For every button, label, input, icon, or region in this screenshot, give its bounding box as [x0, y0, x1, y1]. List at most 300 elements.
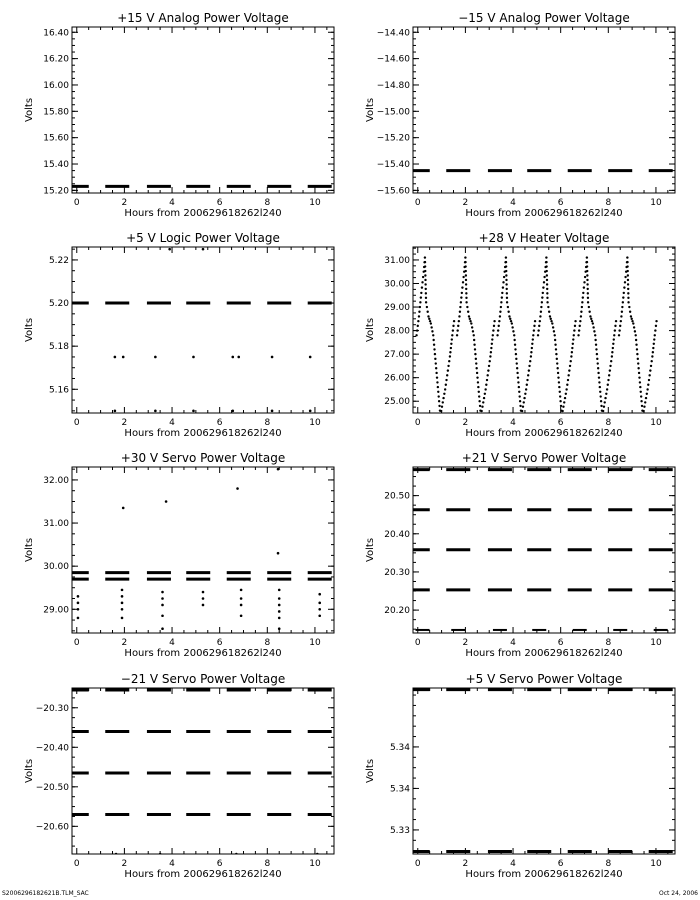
y-tick-label: −15.20	[376, 133, 410, 144]
data-point	[202, 248, 205, 251]
data-point	[531, 343, 533, 345]
data-point	[642, 414, 644, 416]
data-point	[531, 347, 533, 349]
data-point	[582, 292, 584, 294]
x-tick-label: 4	[169, 638, 175, 648]
data-point	[627, 274, 629, 276]
data-point	[458, 320, 460, 322]
data-point	[516, 367, 518, 369]
x-axis-label: Hours from 200629618262l240	[465, 869, 623, 880]
data-point	[528, 369, 530, 371]
data-point	[516, 372, 518, 374]
data-point	[452, 325, 454, 327]
data-point	[614, 325, 616, 327]
plot-marks	[65, 248, 332, 412]
data-point	[587, 297, 589, 299]
y-tick-label: 15.20	[43, 186, 69, 197]
chart-panel	[24, 672, 334, 880]
data-point	[581, 306, 583, 308]
data-point	[538, 325, 540, 327]
data-point	[648, 374, 650, 376]
x-tick-label: 2	[462, 418, 469, 428]
data-point	[505, 274, 507, 276]
data-point	[477, 381, 479, 383]
data-point	[533, 329, 535, 331]
data-point	[500, 301, 502, 303]
data-point	[235, 853, 238, 856]
data-point	[523, 401, 525, 403]
data-point	[114, 356, 117, 359]
plot-frame	[413, 27, 675, 193]
y-axis-label: Volts	[24, 97, 35, 123]
data-point	[558, 386, 560, 388]
y-tick-label: 25.00	[384, 397, 410, 408]
data-point	[565, 388, 567, 390]
data-point	[619, 325, 621, 327]
footer-date: Oct 24, 2006	[659, 890, 698, 897]
data-point	[609, 369, 611, 371]
data-point	[278, 604, 281, 607]
data-point	[654, 334, 656, 336]
data-point	[546, 283, 548, 285]
data-point	[511, 326, 513, 328]
data-point	[630, 315, 632, 317]
data-point	[602, 410, 604, 412]
data-point	[478, 400, 480, 402]
data-point	[653, 338, 655, 340]
data-point	[488, 365, 490, 367]
data-point	[513, 334, 515, 336]
data-point	[627, 270, 629, 272]
plot-frame	[413, 688, 675, 854]
data-point	[584, 276, 586, 278]
data-point	[542, 292, 544, 294]
data-point	[465, 292, 467, 294]
data-point	[449, 355, 451, 357]
data-point	[438, 400, 440, 402]
data-point	[505, 256, 507, 258]
x-tick-label: 8	[605, 418, 612, 428]
y-axis-label: Volts	[365, 317, 376, 343]
data-point	[231, 410, 234, 413]
data-point	[497, 329, 499, 331]
data-point	[627, 288, 629, 290]
data-point	[240, 604, 243, 607]
data-point	[571, 347, 573, 349]
data-point	[424, 283, 426, 285]
data-point	[417, 320, 419, 322]
data-point	[561, 410, 563, 412]
x-tick-label: 6	[216, 418, 223, 428]
data-point	[433, 344, 435, 346]
data-point	[522, 406, 524, 408]
data-point	[476, 376, 478, 378]
plot-marks	[65, 690, 332, 855]
data-point	[655, 325, 657, 327]
data-point	[502, 281, 504, 283]
data-point	[450, 343, 452, 345]
data-point	[459, 306, 461, 308]
y-tick-label: 29.00	[384, 303, 410, 314]
data-point	[632, 322, 634, 324]
data-point	[554, 344, 556, 346]
y-tick-label: 5.22	[48, 255, 69, 266]
y-tick-label: 15.80	[43, 107, 69, 118]
data-point	[435, 362, 437, 364]
data-point	[545, 256, 547, 258]
x-axis-label: Hours from 200629618262l240	[465, 208, 623, 219]
data-point	[554, 334, 556, 336]
data-point	[556, 358, 558, 360]
chart-panel	[365, 672, 675, 880]
data-point	[609, 365, 611, 367]
data-point	[478, 391, 480, 393]
data-point	[648, 379, 650, 381]
data-point	[589, 315, 591, 317]
y-axis-label: Volts	[365, 537, 376, 563]
chart-title: +30 V Servo Power Voltage	[120, 451, 286, 465]
data-point	[596, 353, 598, 355]
data-point	[599, 386, 601, 388]
data-point	[443, 393, 445, 395]
data-point	[551, 322, 553, 324]
data-point	[77, 608, 80, 611]
data-point	[546, 301, 548, 303]
x-tick-label: 4	[510, 198, 516, 208]
data-point	[426, 311, 428, 313]
data-point	[528, 365, 530, 367]
data-point	[553, 330, 555, 332]
data-point	[445, 384, 447, 386]
data-point	[430, 326, 432, 328]
data-point	[438, 405, 440, 407]
data-point	[550, 320, 552, 322]
data-point	[469, 318, 471, 320]
data-point	[278, 627, 281, 630]
data-point	[587, 301, 589, 303]
data-point	[489, 360, 491, 362]
data-point	[559, 400, 561, 402]
data-point	[622, 301, 624, 303]
data-point	[572, 338, 574, 340]
data-point	[202, 597, 205, 600]
x-tick-label: 4	[169, 418, 175, 428]
data-point	[572, 343, 574, 345]
data-point	[507, 306, 509, 308]
data-point	[564, 397, 566, 399]
chart-panel	[24, 11, 334, 219]
data-point	[427, 315, 429, 317]
x-tick-label: 8	[605, 198, 612, 208]
data-point	[623, 286, 625, 288]
data-point	[610, 360, 612, 362]
data-point	[458, 315, 460, 317]
plot-frame	[72, 27, 334, 193]
data-point	[489, 355, 491, 357]
chart-title: +28 V Heater Voltage	[478, 231, 610, 245]
data-point	[655, 320, 657, 322]
chart-title: −21 V Servo Power Voltage	[120, 672, 286, 686]
data-point	[459, 311, 461, 313]
data-point	[316, 853, 319, 856]
data-point	[449, 351, 451, 353]
x-tick-label: 0	[414, 198, 421, 208]
data-point	[629, 311, 631, 313]
data-point	[435, 367, 437, 369]
data-point	[605, 393, 607, 395]
data-point	[278, 597, 281, 600]
data-point	[524, 393, 526, 395]
data-point	[506, 288, 508, 290]
data-point	[612, 347, 614, 349]
data-point	[530, 355, 532, 357]
y-tick-label: 29.00	[43, 605, 69, 616]
data-point	[596, 358, 598, 360]
data-point	[615, 320, 617, 322]
data-point	[546, 292, 548, 294]
y-tick-label: 5.16	[48, 385, 69, 396]
data-point	[475, 367, 477, 369]
y-tick-label: −14.40	[376, 28, 410, 39]
data-point	[490, 351, 492, 353]
x-tick-label: 10	[650, 859, 662, 869]
data-point	[121, 608, 124, 611]
data-point	[649, 369, 651, 371]
data-point	[447, 365, 449, 367]
chart-title: +15 V Analog Power Voltage	[117, 11, 289, 25]
data-point	[627, 279, 629, 281]
data-point	[318, 614, 321, 617]
data-point	[464, 256, 466, 258]
chart-title: −15 V Analog Power Voltage	[458, 11, 630, 25]
data-point	[537, 334, 539, 336]
data-point	[517, 381, 519, 383]
data-point	[586, 270, 588, 272]
x-tick-label: 4	[169, 198, 175, 208]
data-point	[598, 376, 600, 378]
data-point	[496, 334, 498, 336]
data-point	[637, 362, 639, 364]
data-point	[451, 338, 453, 340]
y-axis-label: Volts	[365, 758, 376, 784]
data-point	[548, 311, 550, 313]
data-point	[588, 311, 590, 313]
data-point	[624, 276, 626, 278]
data-point	[588, 306, 590, 308]
y-tick-label: −15.00	[376, 107, 410, 118]
data-point	[618, 334, 620, 336]
data-point	[465, 297, 467, 299]
data-point	[485, 384, 487, 386]
data-point	[501, 292, 503, 294]
data-point	[501, 296, 503, 298]
chart-title: +5 V Servo Power Voltage	[465, 672, 623, 686]
x-tick-label: 0	[414, 418, 421, 428]
data-point	[571, 351, 573, 353]
y-tick-label: −20.50	[35, 782, 69, 793]
data-point	[236, 487, 239, 490]
data-point	[460, 296, 462, 298]
data-point	[505, 279, 507, 281]
data-point	[420, 296, 422, 298]
data-point	[486, 379, 488, 381]
data-point	[484, 393, 486, 395]
data-point	[623, 292, 625, 294]
data-point	[465, 274, 467, 276]
data-point	[640, 395, 642, 397]
data-point	[555, 348, 557, 350]
data-point	[552, 326, 554, 328]
data-point	[568, 369, 570, 371]
data-point	[608, 374, 610, 376]
data-point	[561, 414, 563, 416]
data-point	[505, 265, 507, 267]
data-point	[506, 297, 508, 299]
data-point	[597, 372, 599, 374]
plot-marks	[65, 468, 332, 630]
data-point	[635, 344, 637, 346]
data-point	[231, 356, 234, 359]
data-point	[512, 330, 514, 332]
data-point	[557, 376, 559, 378]
y-tick-label: 20.40	[384, 529, 410, 540]
data-point	[462, 281, 464, 283]
data-point	[570, 360, 572, 362]
data-point	[421, 281, 423, 283]
data-point	[424, 256, 426, 258]
data-point	[599, 395, 601, 397]
data-point	[466, 306, 468, 308]
data-point	[502, 286, 504, 288]
data-point	[421, 286, 423, 288]
y-tick-label: 20.30	[384, 567, 410, 578]
data-point	[543, 276, 545, 278]
data-point	[532, 334, 534, 336]
plot-frame	[72, 467, 334, 633]
data-point	[277, 552, 280, 555]
data-point	[486, 374, 488, 376]
data-point	[503, 276, 505, 278]
data-point	[507, 311, 509, 313]
x-tick-label: 2	[121, 859, 128, 869]
data-point	[581, 301, 583, 303]
data-point	[475, 358, 477, 360]
data-point	[419, 306, 421, 308]
data-point	[627, 292, 629, 294]
data-point	[559, 395, 561, 397]
data-point	[424, 265, 426, 267]
data-point	[580, 315, 582, 317]
data-point	[566, 384, 568, 386]
x-tick-label: 2	[462, 638, 469, 648]
data-point	[633, 326, 635, 328]
data-point	[614, 329, 616, 331]
data-point	[159, 853, 162, 856]
data-point	[240, 589, 243, 592]
x-tick-label: 10	[650, 418, 662, 428]
data-point	[636, 353, 638, 355]
chart-panel	[24, 231, 334, 439]
data-point	[579, 325, 581, 327]
data-point	[240, 614, 243, 617]
data-point	[601, 414, 603, 416]
y-tick-label: 20.50	[384, 491, 410, 502]
data-point	[499, 311, 501, 313]
y-tick-label: 20.20	[384, 606, 410, 617]
data-point	[546, 270, 548, 272]
data-point	[518, 386, 520, 388]
x-tick-label: 0	[73, 638, 80, 648]
data-point	[523, 397, 525, 399]
data-point	[506, 301, 508, 303]
data-point	[436, 381, 438, 383]
data-point	[161, 627, 164, 630]
data-point	[526, 379, 528, 381]
data-point	[600, 400, 602, 402]
data-point	[464, 265, 466, 267]
data-point	[607, 384, 609, 386]
data-point	[647, 384, 649, 386]
data-point	[620, 320, 622, 322]
data-point	[492, 334, 494, 336]
data-point	[473, 339, 475, 341]
x-tick-label: 2	[462, 198, 469, 208]
x-axis-label: Hours from 200629618262l240	[124, 208, 282, 219]
data-point	[635, 334, 637, 336]
y-tick-label: 31.00	[384, 255, 410, 266]
data-point	[626, 261, 628, 263]
data-point	[600, 405, 602, 407]
data-point	[520, 414, 522, 416]
data-point	[465, 288, 467, 290]
x-tick-label: 10	[309, 638, 321, 648]
y-axis-label: Volts	[24, 758, 35, 784]
plot-frame	[72, 688, 334, 854]
data-point	[77, 595, 80, 598]
data-point	[424, 274, 426, 276]
data-point	[540, 311, 542, 313]
data-point	[565, 393, 567, 395]
data-point	[457, 325, 459, 327]
data-point	[646, 388, 648, 390]
data-point	[618, 329, 620, 331]
data-point	[483, 397, 485, 399]
data-point	[627, 283, 629, 285]
data-point	[434, 353, 436, 355]
data-point	[436, 376, 438, 378]
data-point	[474, 348, 476, 350]
data-point	[646, 393, 648, 395]
data-point	[530, 351, 532, 353]
data-point	[465, 279, 467, 281]
data-point	[122, 507, 125, 510]
x-tick-label: 10	[309, 198, 321, 208]
x-tick-label: 8	[605, 859, 612, 869]
data-point	[650, 360, 652, 362]
data-point	[586, 261, 588, 263]
data-point	[641, 405, 643, 407]
data-point	[465, 283, 467, 285]
data-point	[478, 395, 480, 397]
data-point	[492, 329, 494, 331]
y-tick-label: 5.33	[389, 825, 410, 836]
data-point	[604, 397, 606, 399]
data-point	[462, 276, 464, 278]
data-point	[420, 292, 422, 294]
data-point	[165, 500, 168, 503]
y-tick-label: −20.30	[35, 703, 69, 714]
data-point	[521, 410, 523, 412]
